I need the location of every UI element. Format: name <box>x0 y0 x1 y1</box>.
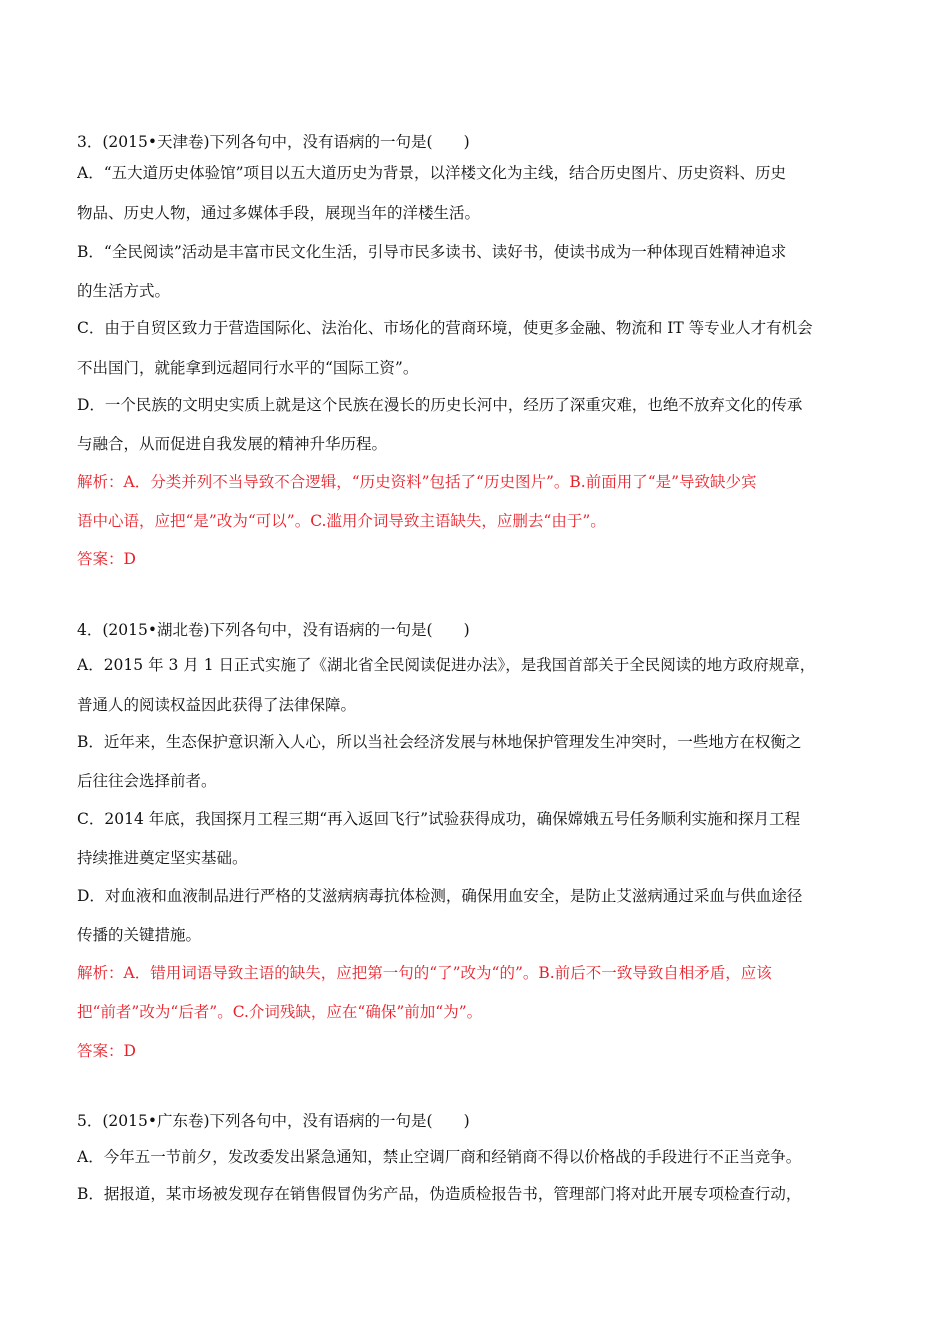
answer: 答案：D <box>77 1042 136 1060</box>
option-d-line-2: 与融合，从而促进自我发展的精神升华历程。 <box>77 435 388 453</box>
answer: 答案：D <box>77 550 136 568</box>
option-a-line-1: A．今年五一节前夕，发改委发出紧急通知，禁止空调厂商和经销商不得以价格战的手段进行不正当竞争。 <box>77 1148 802 1166</box>
option-c-line-1: C．2014 年底，我国探月工程三期“再入返回飞行”试验获得成功，确保嫦娥五号任务顺利实施和探月工程 <box>77 810 801 828</box>
option-d-line-1: D．对血液和血液制品进行严格的艾滋病病毒抗体检测，确保用血安全，是防止艾滋病通过采血与供血途径 <box>77 887 803 905</box>
option-b-line-1: B．据报道，某市场被发现存在销售假冒伪劣产品，伪造质检报告书，管理部门将对此开展专项检查行动， <box>77 1185 802 1203</box>
option-b-line-2: 的生活方式。 <box>77 282 171 300</box>
option-c-line-1: C．由于自贸区致力于营造国际化、法治化、市场化的营商环境，使更多金融、物流和 IT 等专业人才有机会 <box>77 319 813 337</box>
question-stem: 3．(2015•天津卷)下列各句中，没有语病的一句是( ) <box>77 133 470 151</box>
option-c-line-2: 不出国门，就能拿到远超同行水平的“国际工资”。 <box>77 359 419 377</box>
option-b-line-2: 后往往会选择前者。 <box>77 772 217 790</box>
option-b-line-1: B．“全民阅读”活动是丰富市民文化生活，引导市民多读书、读好书，使读书成为一种体现百姓精神追求 <box>77 243 787 261</box>
analysis-line-1: 解析：A．错用词语导致主语的缺失，应把第一句的“了”改为“的”。B.前后不一致导致自相矛盾，应该 <box>77 964 772 982</box>
option-d-line-1: D．一个民族的文明史实质上就是这个民族在漫长的历史长河中，经历了深重灾难，也绝不放弃文化的传承 <box>77 396 803 414</box>
option-a-line-1: A．“五大道历史体验馆”项目以五大道历史为背景，以洋楼文化为主线，结合历史图片、历史资料、历史 <box>77 164 787 182</box>
analysis-line-2: 语中心语，应把“是”改为“可以”。C.滥用介词导致主语缺失，应删去“由于”。 <box>77 512 606 530</box>
option-b-line-1: B．近年来，生态保护意识渐入人心，所以当社会经济发展与林地保护管理发生冲突时，一些地方在权衡之 <box>77 733 802 751</box>
analysis-line-2: 把“前者”改为“后者”。C.介词残缺，应在“确保”前加“为”。 <box>77 1003 483 1021</box>
option-a-line-2: 普通人的阅读权益因此获得了法律保障。 <box>77 696 357 714</box>
option-a-line-2: 物品、历史人物，通过多媒体手段，展现当年的洋楼生活。 <box>77 204 481 222</box>
option-a-line-1: A．2015 年 3 月 1 日正式实施了《湖北省全民阅读促进办法》，是我国首部关于全民阅读的地方政府规章， <box>77 656 816 674</box>
analysis-line-1: 解析：A．分类并列不当导致不合逻辑，“历史资料”包括了“历史图片”。B.前面用了“是”导致缺少宾 <box>77 473 757 491</box>
option-d-line-2: 传播的关键措施。 <box>77 926 202 944</box>
question-stem: 5．(2015•广东卷)下列各句中，没有语病的一句是( ) <box>77 1112 470 1130</box>
option-c-line-2: 持续推进奠定坚实基础。 <box>77 849 248 867</box>
question-stem: 4．(2015•湖北卷)下列各句中，没有语病的一句是( ) <box>77 621 470 639</box>
